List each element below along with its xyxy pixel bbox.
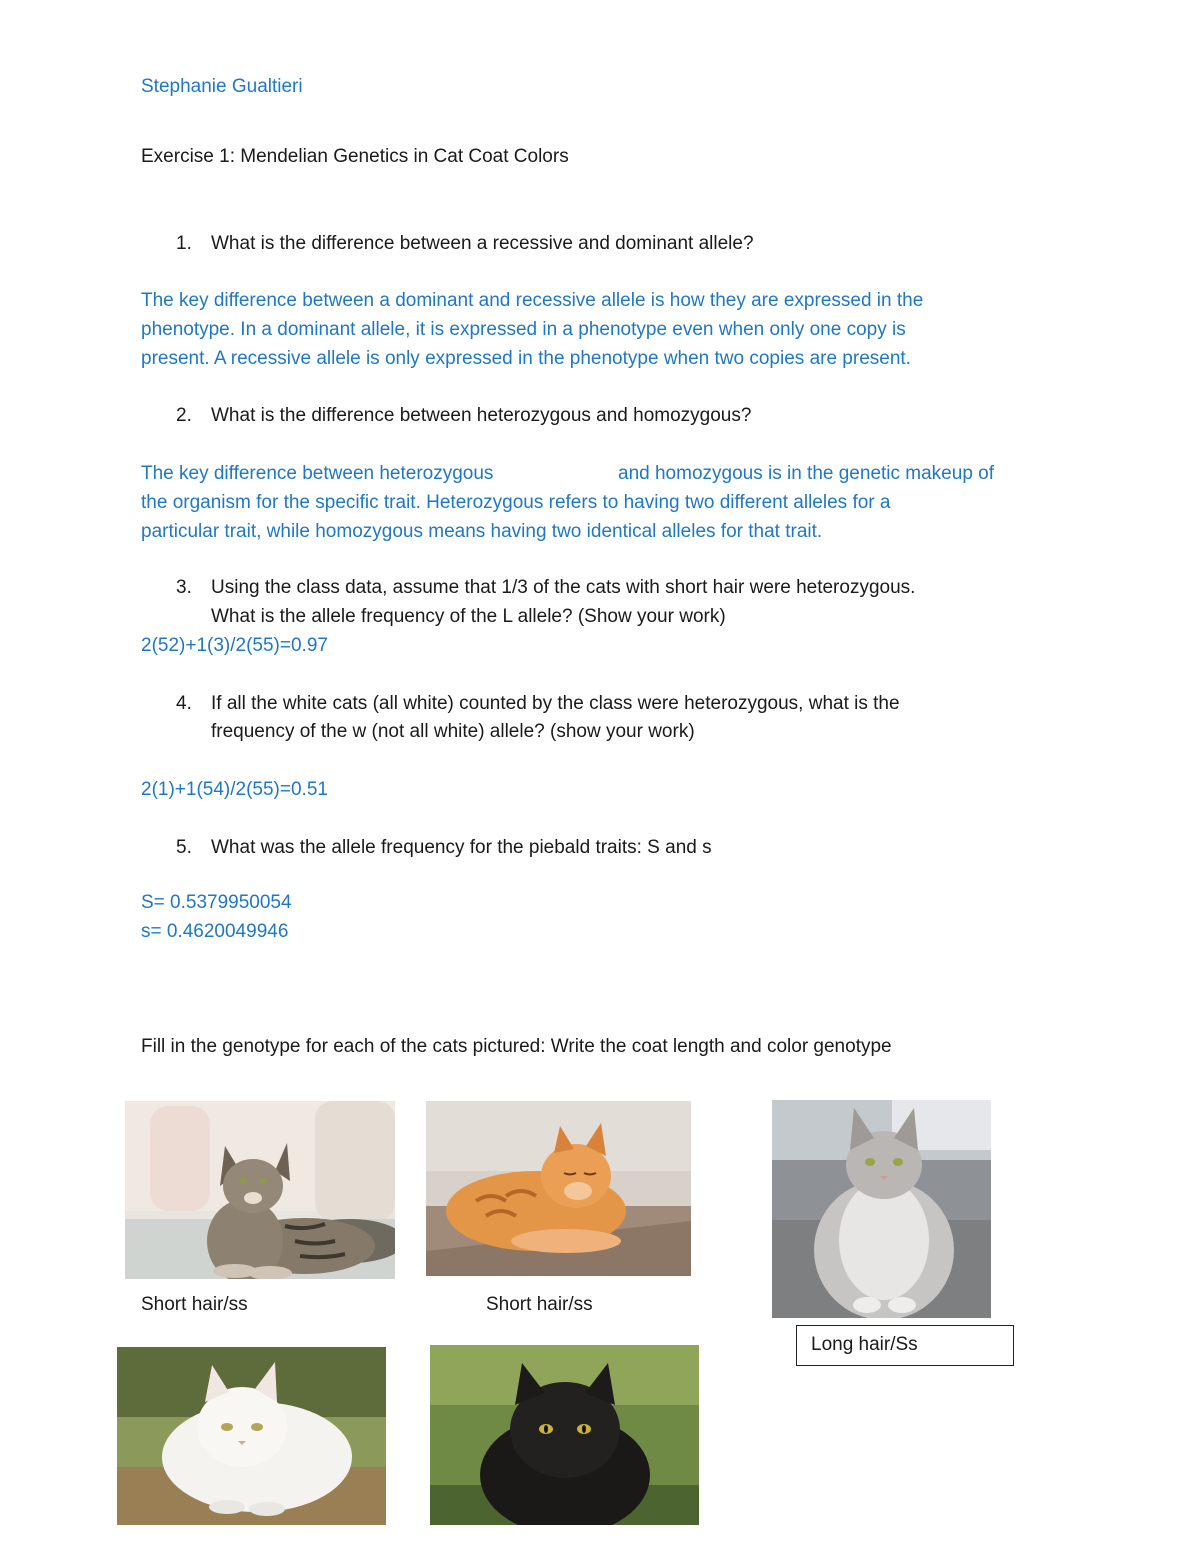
tabby-cat-photo [125, 1101, 395, 1279]
answer-line: S= 0.5379950054 [141, 892, 292, 913]
question-number: 3. [176, 577, 192, 598]
question-number: 2. [176, 405, 192, 426]
question-text: What is the difference between heterozygous and homozygous? [211, 405, 752, 426]
orange-tabby-cat-photo [426, 1101, 691, 1276]
answer-line: the organism for the specific trait. Heterozygous refers to having two different alleles for a [141, 492, 891, 513]
answer-line: present. A recessive allele is only expressed in the phenotype when two copies are present. [141, 348, 911, 369]
answer-line: and homozygous is in the genetic makeup of [618, 463, 995, 484]
answer-2 [141, 459, 1061, 546]
question-text: What is the allele frequency of the L allele? (Show your work) [211, 606, 726, 627]
black-cat-photo [430, 1345, 699, 1525]
cat-caption-box: Long hair/Ss [796, 1325, 1014, 1366]
answer-5 [141, 888, 1061, 946]
author-name: Stephanie Gualtieri [141, 76, 303, 97]
answer-line: The key difference between a dominant and recessive allele is how they are expressed in the [141, 290, 924, 311]
question-number: 4. [176, 693, 192, 714]
question-text: What is the difference between a recessive and dominant allele? [211, 233, 754, 254]
question-text: What was the allele frequency for the piebald traits: S and s [211, 837, 712, 858]
answer-1 [141, 286, 1061, 373]
question-text: frequency of the w (not all white) allele? (show your work) [211, 721, 695, 742]
cat-caption: Short hair/ss [141, 1294, 248, 1315]
cat-caption: Short hair/ss [486, 1294, 593, 1315]
answer-line: particular trait, while homozygous means having two identical alleles for that trait. [141, 521, 823, 542]
question-text: Using the class data, assume that 1/3 of the cats with short hair were heterozygous. [211, 577, 916, 598]
fill-in-instruction: Fill in the genotype for each of the cats pictured: Write the coat length and color genotype [141, 1036, 892, 1057]
question-number: 5. [176, 837, 192, 858]
question-number: 1. [176, 233, 192, 254]
exercise-title: Exercise 1: Mendelian Genetics in Cat Coat Colors [141, 146, 569, 167]
white-cat-photo [117, 1347, 386, 1525]
answer-line: s= 0.4620049946 [141, 921, 289, 942]
answer-line: phenotype. In a dominant allele, it is expressed in a phenotype even when only one copy is [141, 319, 906, 340]
gray-longhair-cat-photo [772, 1100, 991, 1318]
answer-3: 2(52)+1(3)/2(55)=0.97 [141, 635, 328, 656]
answer-line: The key difference between heterozygous [141, 463, 494, 484]
answer-4: 2(1)+1(54)/2(55)=0.51 [141, 779, 328, 800]
question-text: If all the white cats (all white) counted by the class were heterozygous, what is the [211, 693, 900, 714]
